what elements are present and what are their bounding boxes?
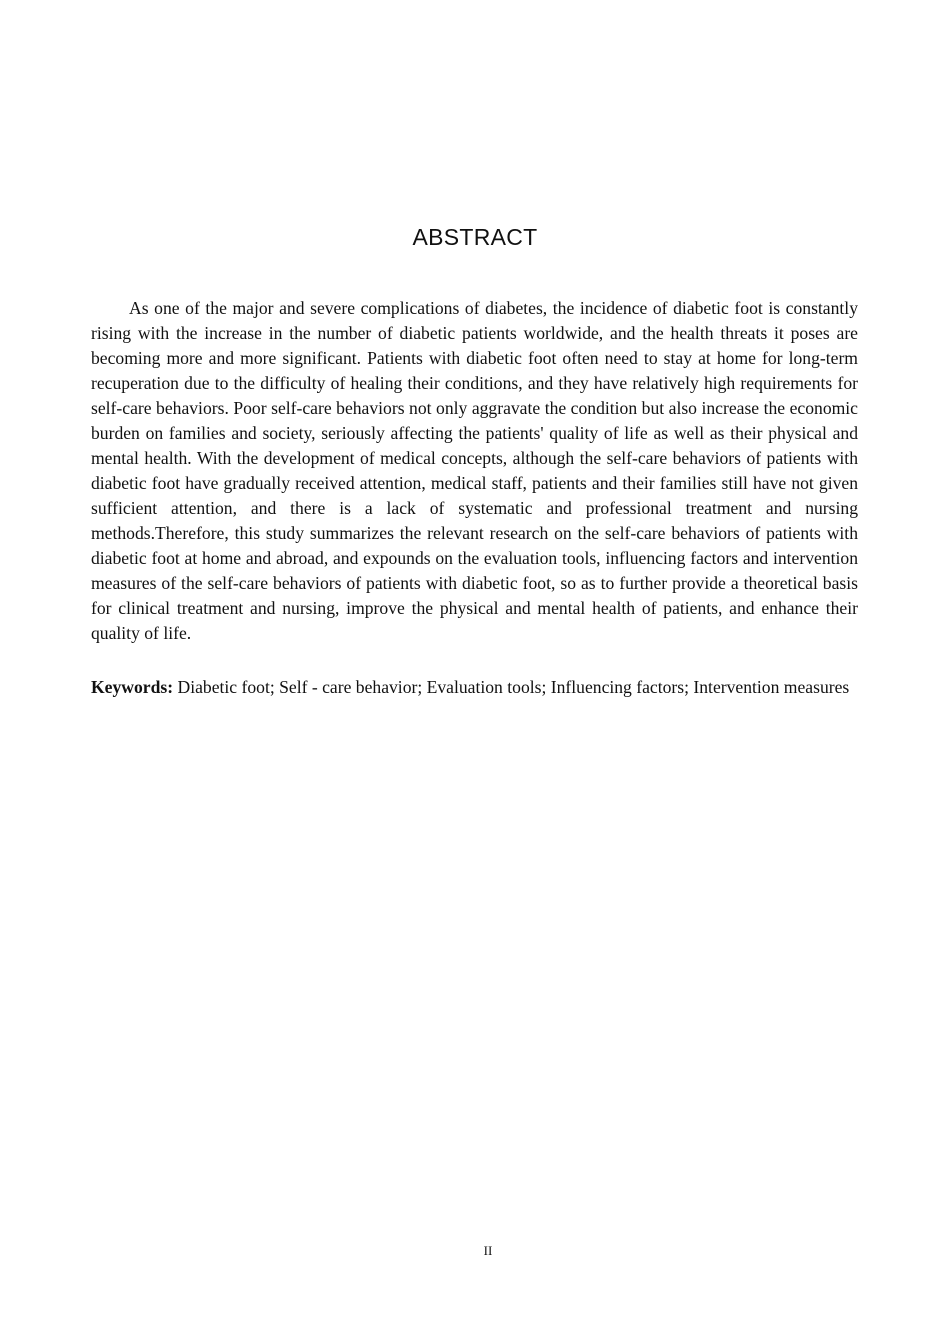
keywords-line: [91, 675, 858, 700]
page-number: II: [483, 1243, 493, 1258]
page-title: ABSTRACT: [412, 224, 538, 250]
abstract-paragraph: As one of the major and severe complications of diabetes, the incidence of diabetic foot is constantly rising with the increase in the number of diabetic patients worldwide, and the health threats it poses are becoming more and more significant. Patients with diabetic foot often need to stay at home for long-term recuperation due to the difficulty of healing their conditions, and they have relatively high requirements for self-care behaviors. Poor self-care behaviors not only aggravate the condition but also increase the economic burden on families and society, seriously affecting the patients' quality of life as well as their physical and mental health. With the development of medical concepts, although the self-care behaviors of patients with diabetic foot have gradually received attention, medical staff, patients and their families still have not given sufficient attention, and there is a lack of systematic and professional treatment and nursing methods.Therefore, this study summarizes the relevant research on the self-care behaviors of patients with diabetic foot at home and abroad, and expounds on the evaluation tools, influencing factors and intervention measures of the self-care behaviors of patients with diabetic foot, so as to further provide a theoretical basis for clinical treatment and nursing, improve the physical and mental health of patients, and enhance their quality of life.: [91, 298, 858, 643]
keywords-label: Keywords:: [91, 677, 174, 697]
keywords-text: Diabetic foot; Self - care behavior; Evaluation tools; Influencing factors; Intervention measures: [177, 677, 850, 697]
